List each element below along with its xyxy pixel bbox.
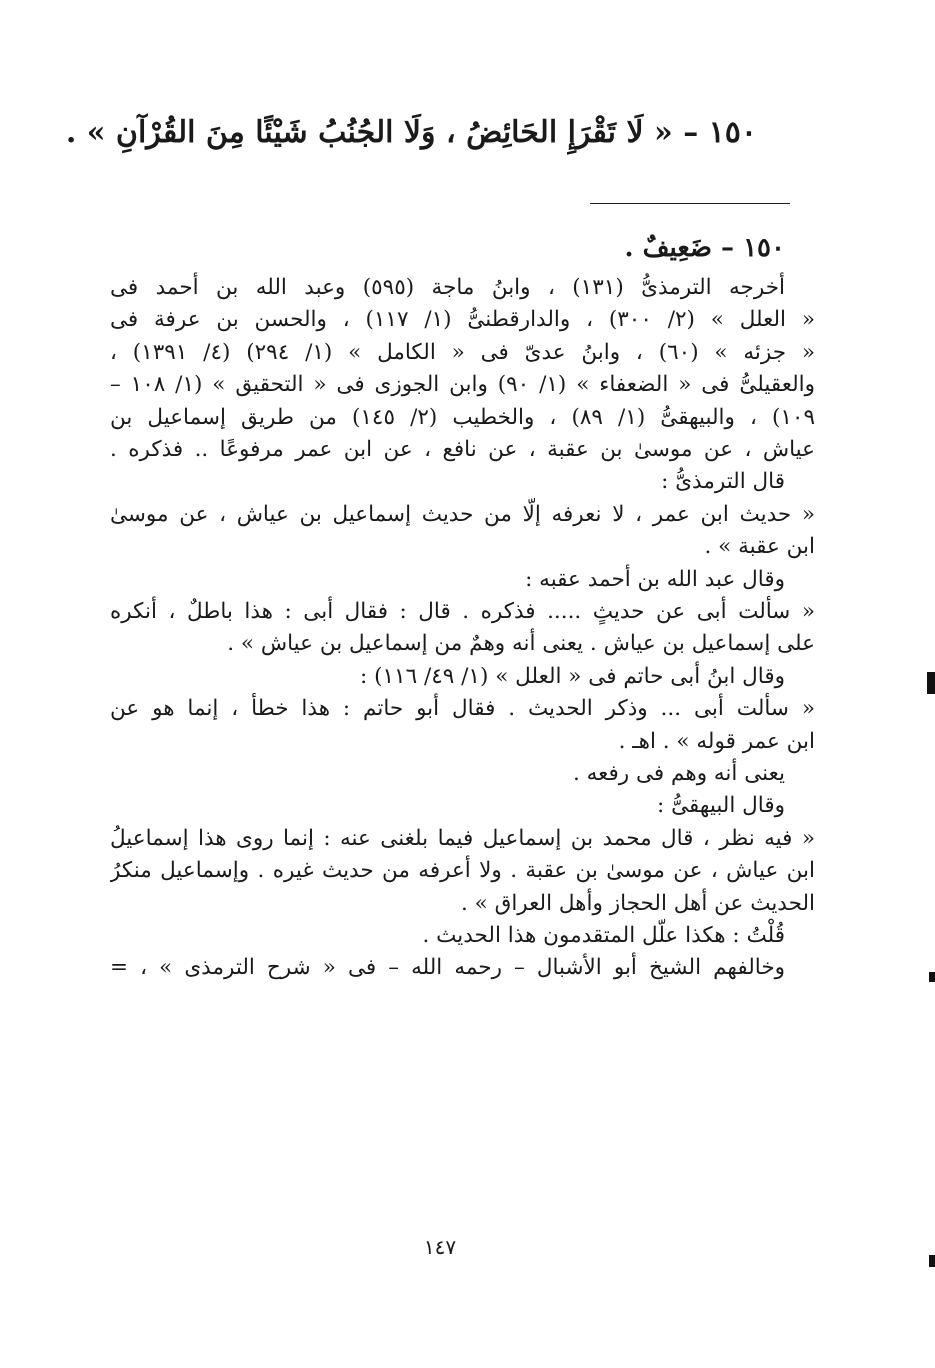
body-line: « جزئه » (٦٠) ، وابنُ عدىّ فى « الكامل » (١/ ٢٩٤) (٤/ ١٣٩١) ، [110, 339, 815, 365]
scan-mark [929, 972, 935, 982]
body-line: يعنى أنه وهم فى رفعه . [572, 761, 785, 786]
body-line: على إسماعيل بن عياش . يعنى أنه وهمٌ من إسماعيل بن عياش » . [227, 631, 815, 657]
body-line: الحديث عن أهل الحجاز وأهل العراق » . [460, 890, 815, 916]
body-line: قُلْتُ : هكذا علَّل المتقدمون هذا الحديث . [422, 923, 785, 948]
body-line: « العلل » (٢/ ٣٠٠) ، والدارقطنىُّ (١/ ١١٧) ، والحسن بن عرفة فى [110, 307, 815, 333]
body-line: ١٠٩) ، والبيهقىُّ (١/ ٨٩) ، والخطيب (٢/ ١٤٥) من طريق إسماعيل بن [110, 404, 815, 430]
body-line: ابن عقبة » . [704, 534, 815, 560]
body-line: « سألت أبى ... وذكر الحديث . فقال أبو حاتم : هذا خطأ ، إنما هو عن [110, 696, 815, 722]
body-line: ابن عياش ، عن موسىٰ بن عقبة . ولا أعرفه من حديث غيره . وإسماعيل منكرُ [110, 858, 815, 884]
body-line: قال الترمذىُّ : [661, 469, 785, 495]
body-line: « فيه نظر ، قال محمد بن إسماعيل فيما بلغنى عنه : إنما روى هذا إسماعيلُ [110, 825, 815, 851]
grading-heading: ١٥٠ – ضَعِيفٌ . [624, 233, 785, 263]
body-line: « سألت أبى عن حديثٍ ..... فذكره . قال : فقال أبى : هذا باطلٌ ، أنكره [110, 599, 815, 624]
body-line: « حديث ابن عمر ، لا نعرفه إلَّا من حديث إسماعيل بن عياش ، عن موسىٰ [110, 501, 815, 527]
body-line: أخرجه الترمذىُّ (١٣١) ، وابنُ ماجة (٥٩٥) وعبد الله بن أحمد فى [110, 275, 785, 300]
page-number: ١٤٧ [423, 1235, 457, 1259]
scan-mark [927, 672, 935, 694]
body-line: وقال عبد الله بن أحمد عقبه : [525, 566, 785, 592]
body-line: وخالفهم الشيخ أبو الأشبال – رحمه الله – فى « شرح الترمذى » ، = [110, 955, 785, 981]
scan-mark [929, 1255, 935, 1267]
footnote-separator [590, 203, 790, 204]
body-line: وقال ابنُ أبى حاتم فى « العلل » (١/ ٤٩/ ١١٦) : [360, 663, 785, 689]
body-line: ابن عمر قوله » . اهـ . [618, 728, 815, 754]
hadith-title: ١٥٠ – « لَا تَقْرَإِ الحَائِضُ ، وَلَا الجُنُبُ شَيْئًا مِنَ القُرْآنِ » . [65, 115, 757, 150]
body-line: عياش ، عن موسىٰ بن عقبة ، عن نافع ، عن ابن عمر مرفوعًا .. فذكره . [110, 437, 815, 462]
body-line: وقال البيهقىُّ : [657, 793, 785, 819]
body-line: والعقيلىُّ فى « الضعفاء » (١/ ٩٠) وابن الجوزى فى « التحقيق » (١/ ١٠٨ – [110, 372, 815, 398]
